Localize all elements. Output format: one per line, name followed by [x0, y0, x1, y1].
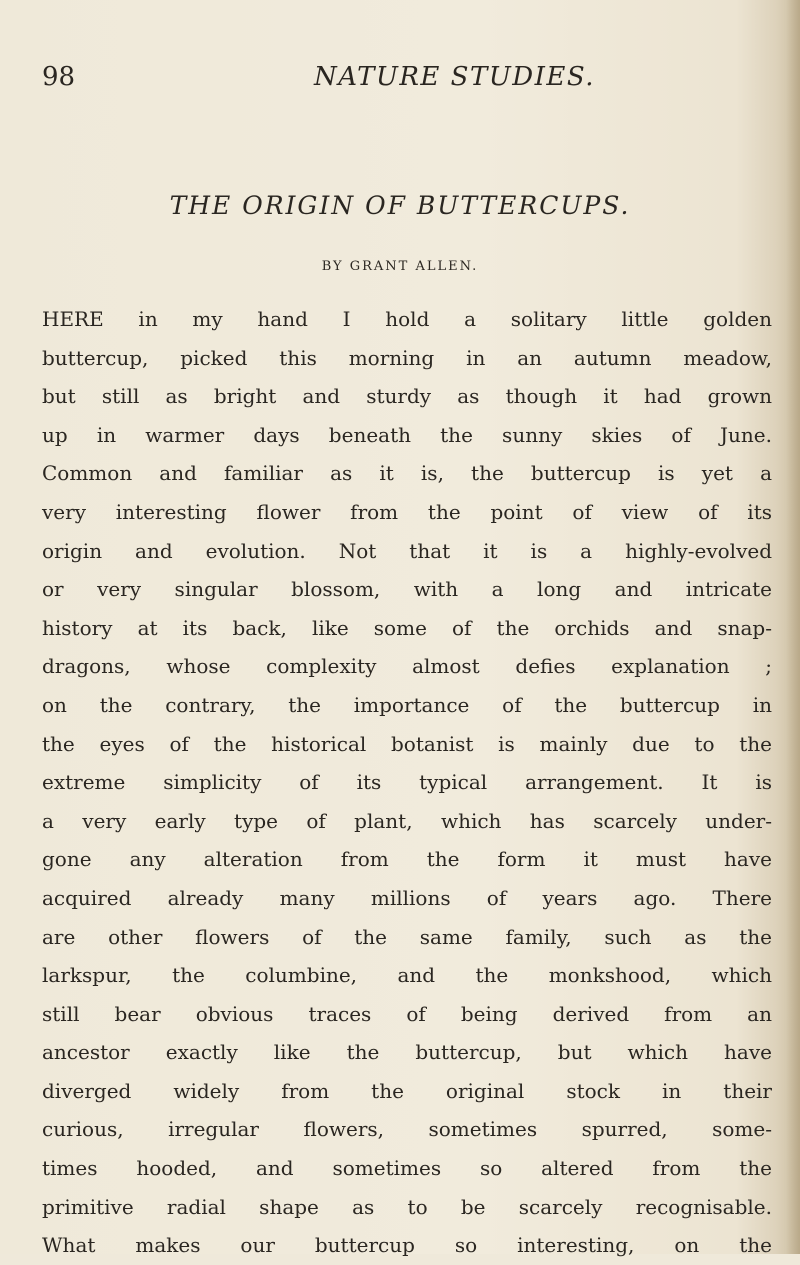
running-head	[42, 60, 758, 100]
text-line: primitive radial shape as to be scarcely recognisable.	[42, 1194, 772, 1219]
text-line: on the contrary, the importance of the buttercup in	[42, 692, 772, 717]
text-line: up in warmer days beneath the sunny skies of June.	[42, 422, 772, 447]
page-number: 98	[42, 62, 76, 92]
text-line: times hooded, and sometimes so altered from the	[42, 1156, 772, 1181]
text-line: HERE in my hand I hold a solitary little golden	[42, 307, 772, 331]
text-line: larkspur, the columbine, and the monkshood, which	[42, 963, 772, 988]
text-line: very interesting flower from the point of view of its	[42, 499, 772, 524]
text-line: a very early type of plant, which has scarcely under-	[42, 808, 772, 833]
text-line: extreme simplicity of its typical arrangement. It is	[42, 770, 772, 795]
text-line: but still as bright and sturdy as though it had grown	[42, 384, 772, 409]
text-line: acquired already many millions of years ago. There	[42, 885, 772, 910]
article-title: THE ORIGIN OF BUTTERCUPS.	[169, 191, 631, 220]
text-line: history at its back, like some of the orchids and snap-	[42, 615, 772, 640]
body-text	[42, 300, 772, 1265]
text-line: or very singular blossom, with a long and intricate	[42, 577, 772, 602]
byline: BY GRANT ALLEN.	[321, 259, 479, 274]
book-title: NATURE STUDIES.	[314, 62, 595, 92]
text-line: dragons, whose complexity almost defies explanation ;	[42, 654, 772, 679]
text-line: still bear obvious traces of being derived from an	[42, 1001, 772, 1026]
text-line: diverged widely from the original stock in their	[42, 1078, 772, 1103]
text-line: gone any alteration from the form it must have	[42, 847, 772, 872]
text-line: the eyes of the historical botanist is mainly due to the	[42, 731, 772, 756]
page-edge-shadow	[786, 0, 800, 1254]
text-line: buttercup, picked this morning in an autumn meadow,	[42, 345, 772, 370]
text-line: Common and familiar as it is, the buttercup is yet a	[42, 461, 772, 486]
text-line: origin and evolution. Not that it is a highly-evolved	[42, 538, 772, 563]
text-line: What makes our buttercup so interesting, on the	[42, 1233, 772, 1258]
text-line: ancestor exactly like the buttercup, but which have	[42, 1040, 772, 1065]
text-line: are other flowers of the same family, such as the	[42, 924, 772, 949]
text-line: curious, irregular flowers, sometimes spurred, some-	[42, 1117, 772, 1142]
